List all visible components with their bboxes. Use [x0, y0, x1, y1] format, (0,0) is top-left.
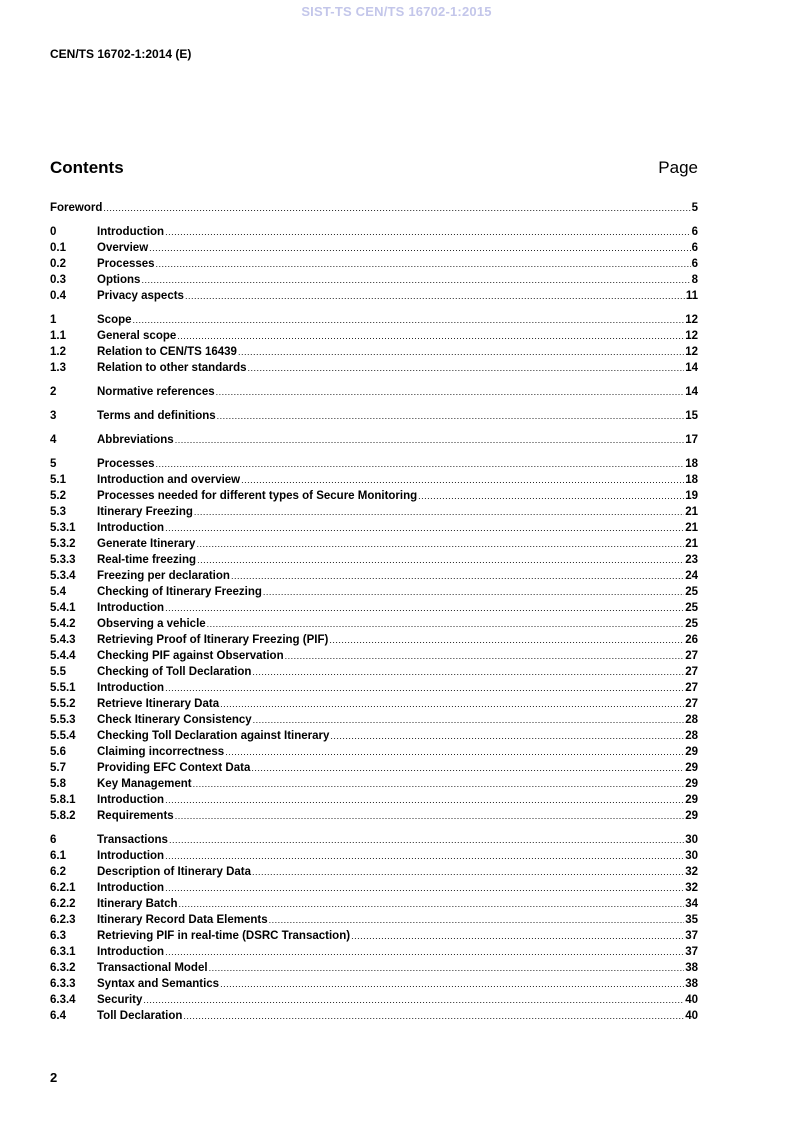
toc-entry[interactable]	[50, 634, 698, 650]
toc-dot-leader	[248, 363, 685, 373]
toc-dot-leader	[263, 587, 684, 597]
toc-dot-leader	[165, 523, 684, 533]
toc-entry-page: 27	[685, 666, 698, 678]
toc-dot-leader	[156, 459, 685, 469]
toc-entry-number: 5.3.2	[50, 538, 76, 550]
toc-entry-page: 32	[685, 866, 698, 878]
toc-entry-number: 5.8	[50, 778, 66, 790]
toc-entry-page: 37	[685, 946, 698, 958]
toc-entry[interactable]	[50, 778, 698, 794]
toc-entry-number: 5.5.2	[50, 698, 76, 710]
toc-entry[interactable]	[50, 730, 698, 746]
toc-dot-leader	[165, 227, 691, 237]
toc-entry[interactable]	[50, 362, 698, 378]
toc-entry-page: 15	[685, 410, 698, 422]
toc-entry-page: 12	[685, 314, 698, 326]
toc-dot-leader	[217, 411, 685, 421]
toc-entry-title: Security	[97, 994, 143, 1006]
toc-entry-page: 8	[691, 274, 698, 286]
toc-entry-number: 1	[50, 314, 57, 326]
toc-dot-leader	[165, 947, 684, 957]
toc-entry-page: 19	[685, 490, 698, 502]
toc-entry-number: 0.2	[50, 258, 66, 270]
toc-entry-page: 21	[685, 538, 698, 550]
toc-entry-title: Check Itinerary Consistency	[97, 714, 252, 726]
toc-entry-title: Processes	[97, 258, 155, 270]
toc-dot-leader	[156, 259, 691, 269]
toc-entry-title: Itinerary Batch	[97, 898, 178, 910]
toc-entry[interactable]	[50, 570, 698, 586]
toc-entry[interactable]	[50, 586, 698, 602]
toc-entry-page: 6	[691, 242, 698, 254]
toc-entry[interactable]	[50, 242, 698, 258]
toc-dot-leader	[175, 811, 685, 821]
toc-entry-title: Introduction and overview	[97, 474, 241, 486]
toc-dot-leader	[165, 851, 684, 861]
toc-entry-page: 25	[685, 586, 698, 598]
toc-entry[interactable]	[50, 258, 698, 274]
toc-entry-number: 6.3.4	[50, 994, 76, 1006]
toc-entry[interactable]	[50, 930, 698, 946]
toc-dot-leader	[330, 731, 684, 741]
toc-entry-page: 29	[685, 746, 698, 758]
page-number: 2	[50, 1070, 58, 1085]
toc-entry-title: Relation to CEN/TS 16439	[97, 346, 237, 358]
toc-dot-leader	[418, 491, 684, 501]
toc-entry-number: 6.4	[50, 1010, 66, 1022]
toc-dot-leader	[194, 507, 684, 517]
toc-dot-leader	[185, 291, 685, 301]
toc-entry-number: 5.3	[50, 506, 66, 518]
toc-entry-title: Checking Toll Declaration against Itinerary	[97, 730, 330, 742]
toc-entry-title: Retrieving Proof of Itinerary Freezing (PIF)	[97, 634, 329, 646]
toc-entry-page: 29	[685, 810, 698, 822]
toc-dot-leader	[351, 931, 684, 941]
toc-entry-page: 26	[685, 634, 698, 646]
toc-entry[interactable]	[50, 666, 698, 682]
toc-entry-title: Description of Itinerary Data	[97, 866, 252, 878]
toc-dot-leader	[209, 963, 685, 973]
toc-entry[interactable]	[50, 650, 698, 666]
toc-entry[interactable]	[50, 682, 698, 698]
page-column-label: Page	[658, 158, 698, 177]
toc-entry-page: 23	[685, 554, 698, 566]
toc-dot-leader	[165, 683, 684, 693]
toc-entry-number: 5.3.3	[50, 554, 76, 566]
toc-entry-number: 4	[50, 434, 57, 446]
toc-entry-title: Introduction	[97, 602, 165, 614]
toc-entry-number: 5.5	[50, 666, 66, 678]
toc-entry-page: 18	[685, 458, 698, 470]
toc-entry-number: 6.2.1	[50, 882, 76, 894]
toc-entry-page: 29	[685, 778, 698, 790]
toc-entry-number: 5.4.4	[50, 650, 76, 662]
toc-dot-leader	[165, 795, 684, 805]
toc-entry[interactable]	[50, 330, 698, 346]
toc-entry[interactable]	[50, 834, 698, 850]
toc-entry-number: 0.3	[50, 274, 66, 286]
toc-entry-number: 5.3.4	[50, 570, 76, 582]
toc-entry-number: 6.1	[50, 850, 66, 862]
toc-dot-leader	[165, 883, 684, 893]
toc-entry[interactable]	[50, 386, 698, 402]
toc-dot-leader	[141, 275, 690, 285]
toc-entry-number: 5.1	[50, 474, 66, 486]
toc-entry-title: Transactional Model	[97, 962, 208, 974]
toc-entry-number: Foreword	[50, 202, 103, 214]
toc-dot-leader	[220, 699, 684, 709]
toc-entry[interactable]	[50, 458, 698, 474]
toc-entry-number: 5.5.3	[50, 714, 76, 726]
toc-entry-number: 5.4.3	[50, 634, 76, 646]
toc-entry-page: 21	[685, 506, 698, 518]
toc-entry-title: Itinerary Freezing	[97, 506, 193, 518]
toc-entry-title: Checking of Itinerary Freezing	[97, 586, 262, 598]
toc-entry-title: Introduction	[97, 226, 165, 238]
toc-entry-number: 6.3.2	[50, 962, 76, 974]
toc-entry-title: Syntax and Semantics	[97, 978, 220, 990]
toc-entry-title: Relation to other standards	[97, 362, 247, 374]
toc-entry-number: 5	[50, 458, 57, 470]
toc-entry[interactable]	[50, 434, 698, 450]
toc-entry-page: 35	[685, 914, 698, 926]
toc-entry-number: 5.8.2	[50, 810, 76, 822]
toc-entry[interactable]	[50, 946, 698, 962]
toc-entry-page: 38	[685, 978, 698, 990]
toc-entry-title: Abbreviations	[97, 434, 174, 446]
toc-entry[interactable]	[50, 506, 698, 522]
table-of-contents	[50, 202, 698, 1026]
toc-dot-leader	[253, 715, 685, 725]
toc-entry-page: 27	[685, 650, 698, 662]
toc-dot-leader	[241, 475, 684, 485]
toc-entry-title: Options	[97, 274, 141, 286]
toc-entry[interactable]	[50, 810, 698, 826]
toc-dot-leader	[231, 571, 684, 581]
toc-entry-title: Generate Itinerary	[97, 538, 196, 550]
watermark: SIST-TS CEN/TS 16702-1:2015	[301, 4, 492, 19]
toc-dot-leader	[216, 387, 685, 397]
contents-heading: Contents	[50, 158, 124, 177]
toc-entry-page: 40	[685, 1010, 698, 1022]
toc-dot-leader	[252, 667, 684, 677]
toc-dot-leader	[169, 835, 684, 845]
toc-entry[interactable]	[50, 474, 698, 490]
toc-entry-title: General scope	[97, 330, 177, 342]
toc-entry-page: 32	[685, 882, 698, 894]
toc-entry-number: 6.3	[50, 930, 66, 942]
toc-entry-title: Checking of Toll Declaration	[97, 666, 252, 678]
toc-dot-leader	[183, 1011, 684, 1021]
toc-entry-page: 34	[685, 898, 698, 910]
toc-entry-page: 29	[685, 794, 698, 806]
toc-entry-page: 6	[691, 258, 698, 270]
toc-entry-page: 28	[685, 714, 698, 726]
toc-dot-leader	[197, 555, 684, 565]
toc-entry-number: 5.5.4	[50, 730, 76, 742]
toc-entry-number: 0.4	[50, 290, 66, 302]
toc-entry-title: Toll Declaration	[97, 1010, 183, 1022]
toc-dot-leader	[143, 995, 684, 1005]
toc-entry-title: Introduction	[97, 946, 165, 958]
toc-entry-title: Introduction	[97, 682, 165, 694]
toc-entry-page: 37	[685, 930, 698, 942]
toc-entry-page: 12	[685, 330, 698, 342]
toc-entry-page: 14	[685, 362, 698, 374]
toc-entry-title: Freezing per declaration	[97, 570, 230, 582]
toc-dot-leader	[103, 203, 690, 213]
toc-entry-title: Claiming incorrectness	[97, 746, 225, 758]
toc-dot-leader	[207, 619, 685, 629]
toc-entry[interactable]	[50, 202, 698, 218]
toc-entry[interactable]	[50, 538, 698, 554]
toc-entry-page: 38	[685, 962, 698, 974]
toc-entry-number: 5.4	[50, 586, 66, 598]
toc-entry-page: 40	[685, 994, 698, 1006]
toc-entry-title: Terms and definitions	[97, 410, 216, 422]
toc-entry-title: Introduction	[97, 794, 165, 806]
toc-entry-title: Privacy aspects	[97, 290, 184, 302]
toc-entry-number: 0.1	[50, 242, 66, 254]
toc-dot-leader	[165, 603, 684, 613]
toc-entry[interactable]	[50, 618, 698, 634]
toc-entry-page: 27	[685, 698, 698, 710]
toc-entry-title: Real-time freezing	[97, 554, 197, 566]
toc-dot-leader	[177, 331, 684, 341]
toc-dot-leader	[285, 651, 685, 661]
toc-entry-number: 5.8.1	[50, 794, 76, 806]
toc-entry-number: 6.3.3	[50, 978, 76, 990]
toc-entry-page: 27	[685, 682, 698, 694]
toc-entry-title: Processes needed for different types of Secure Monitoring	[97, 490, 418, 502]
toc-entry-number: 5.2	[50, 490, 66, 502]
toc-entry[interactable]	[50, 274, 698, 290]
toc-entry-number: 1.2	[50, 346, 66, 358]
toc-entry[interactable]	[50, 746, 698, 762]
toc-dot-leader	[196, 539, 684, 549]
toc-dot-leader	[269, 915, 685, 925]
toc-entry-title: Checking PIF against Observation	[97, 650, 284, 662]
toc-entry-number: 5.5.1	[50, 682, 76, 694]
toc-entry-page: 24	[685, 570, 698, 582]
toc-entry[interactable]	[50, 522, 698, 538]
toc-entry-number: 1.3	[50, 362, 66, 374]
toc-entry-page: 12	[685, 346, 698, 358]
toc-entry-number: 5.4.1	[50, 602, 76, 614]
toc-entry-title: Normative references	[97, 386, 215, 398]
toc-entry-page: 6	[691, 226, 698, 238]
toc-entry-number: 5.3.1	[50, 522, 76, 534]
toc-entry[interactable]	[50, 794, 698, 810]
toc-entry-page: 25	[685, 618, 698, 630]
toc-entry[interactable]	[50, 602, 698, 618]
toc-entry-title: Retrieve Itinerary Data	[97, 698, 220, 710]
toc-entry-page: 30	[685, 850, 698, 862]
toc-dot-leader	[238, 347, 684, 357]
toc-dot-leader	[149, 243, 690, 253]
toc-entry-number: 6	[50, 834, 57, 846]
toc-dot-leader	[175, 435, 685, 445]
toc-entry-title: Itinerary Record Data Elements	[97, 914, 268, 926]
toc-entry-title: Requirements	[97, 810, 174, 822]
toc-entry-page: 30	[685, 834, 698, 846]
toc-entry[interactable]	[50, 994, 698, 1010]
toc-entry-number: 6.2	[50, 866, 66, 878]
toc-entry-title: Transactions	[97, 834, 168, 846]
toc-entry-number: 5.7	[50, 762, 66, 774]
toc-entry-page: 25	[685, 602, 698, 614]
toc-entry-title: Key Management	[97, 778, 192, 790]
toc-entry[interactable]	[50, 410, 698, 426]
toc-entry-number: 6.2.2	[50, 898, 76, 910]
toc-entry-number: 5.6	[50, 746, 66, 758]
toc-entry[interactable]	[50, 914, 698, 930]
toc-entry-number: 5.4.2	[50, 618, 76, 630]
toc-dot-leader	[220, 979, 684, 989]
toc-entry-title: Retrieving PIF in real-time (DSRC Transaction)	[97, 930, 351, 942]
toc-entry-title: Observing a vehicle	[97, 618, 206, 630]
toc-dot-leader	[133, 315, 685, 325]
toc-dot-leader	[251, 763, 684, 773]
toc-entry[interactable]	[50, 898, 698, 914]
toc-entry-title: Introduction	[97, 522, 165, 534]
toc-entry-page: 21	[685, 522, 698, 534]
toc-dot-leader	[329, 635, 684, 645]
toc-entry[interactable]	[50, 1010, 698, 1026]
toc-entry[interactable]	[50, 346, 698, 362]
toc-entry-page: 18	[685, 474, 698, 486]
toc-dot-leader	[252, 867, 684, 877]
toc-entry-page: 14	[685, 386, 698, 398]
toc-entry-title: Introduction	[97, 850, 165, 862]
toc-entry-page: 5	[691, 202, 698, 214]
toc-dot-leader	[225, 747, 684, 757]
toc-entry-page: 29	[685, 762, 698, 774]
toc-entry-title: Introduction	[97, 882, 165, 894]
toc-entry-title: Scope	[97, 314, 132, 326]
toc-entry-title: Processes	[97, 458, 155, 470]
toc-entry-title: Overview	[97, 242, 149, 254]
toc-entry[interactable]	[50, 314, 698, 330]
toc-dot-leader	[193, 779, 685, 789]
toc-entry[interactable]	[50, 850, 698, 866]
toc-entry-title: Providing EFC Context Data	[97, 762, 251, 774]
toc-entry[interactable]	[50, 762, 698, 778]
toc-entry-number: 2	[50, 386, 57, 398]
toc-entry-number: 6.2.3	[50, 914, 76, 926]
toc-entry-page: 17	[685, 434, 698, 446]
toc-entry-number: 1.1	[50, 330, 66, 342]
toc-entry-page: 11	[685, 290, 698, 302]
toc-entry[interactable]	[50, 962, 698, 978]
toc-entry[interactable]	[50, 978, 698, 994]
toc-entry[interactable]	[50, 290, 698, 306]
toc-dot-leader	[179, 899, 685, 909]
toc-entry[interactable]	[50, 714, 698, 730]
toc-entry-number: 6.3.1	[50, 946, 76, 958]
toc-entry[interactable]	[50, 866, 698, 882]
toc-entry[interactable]	[50, 490, 698, 506]
document-id: CEN/TS 16702-1:2014 (E)	[50, 47, 192, 61]
toc-entry-number: 0	[50, 226, 57, 238]
toc-entry[interactable]	[50, 554, 698, 570]
toc-entry[interactable]	[50, 882, 698, 898]
toc-entry-number: 3	[50, 410, 57, 422]
toc-entry[interactable]	[50, 226, 698, 242]
toc-entry-page: 28	[685, 730, 698, 742]
toc-entry[interactable]	[50, 698, 698, 714]
